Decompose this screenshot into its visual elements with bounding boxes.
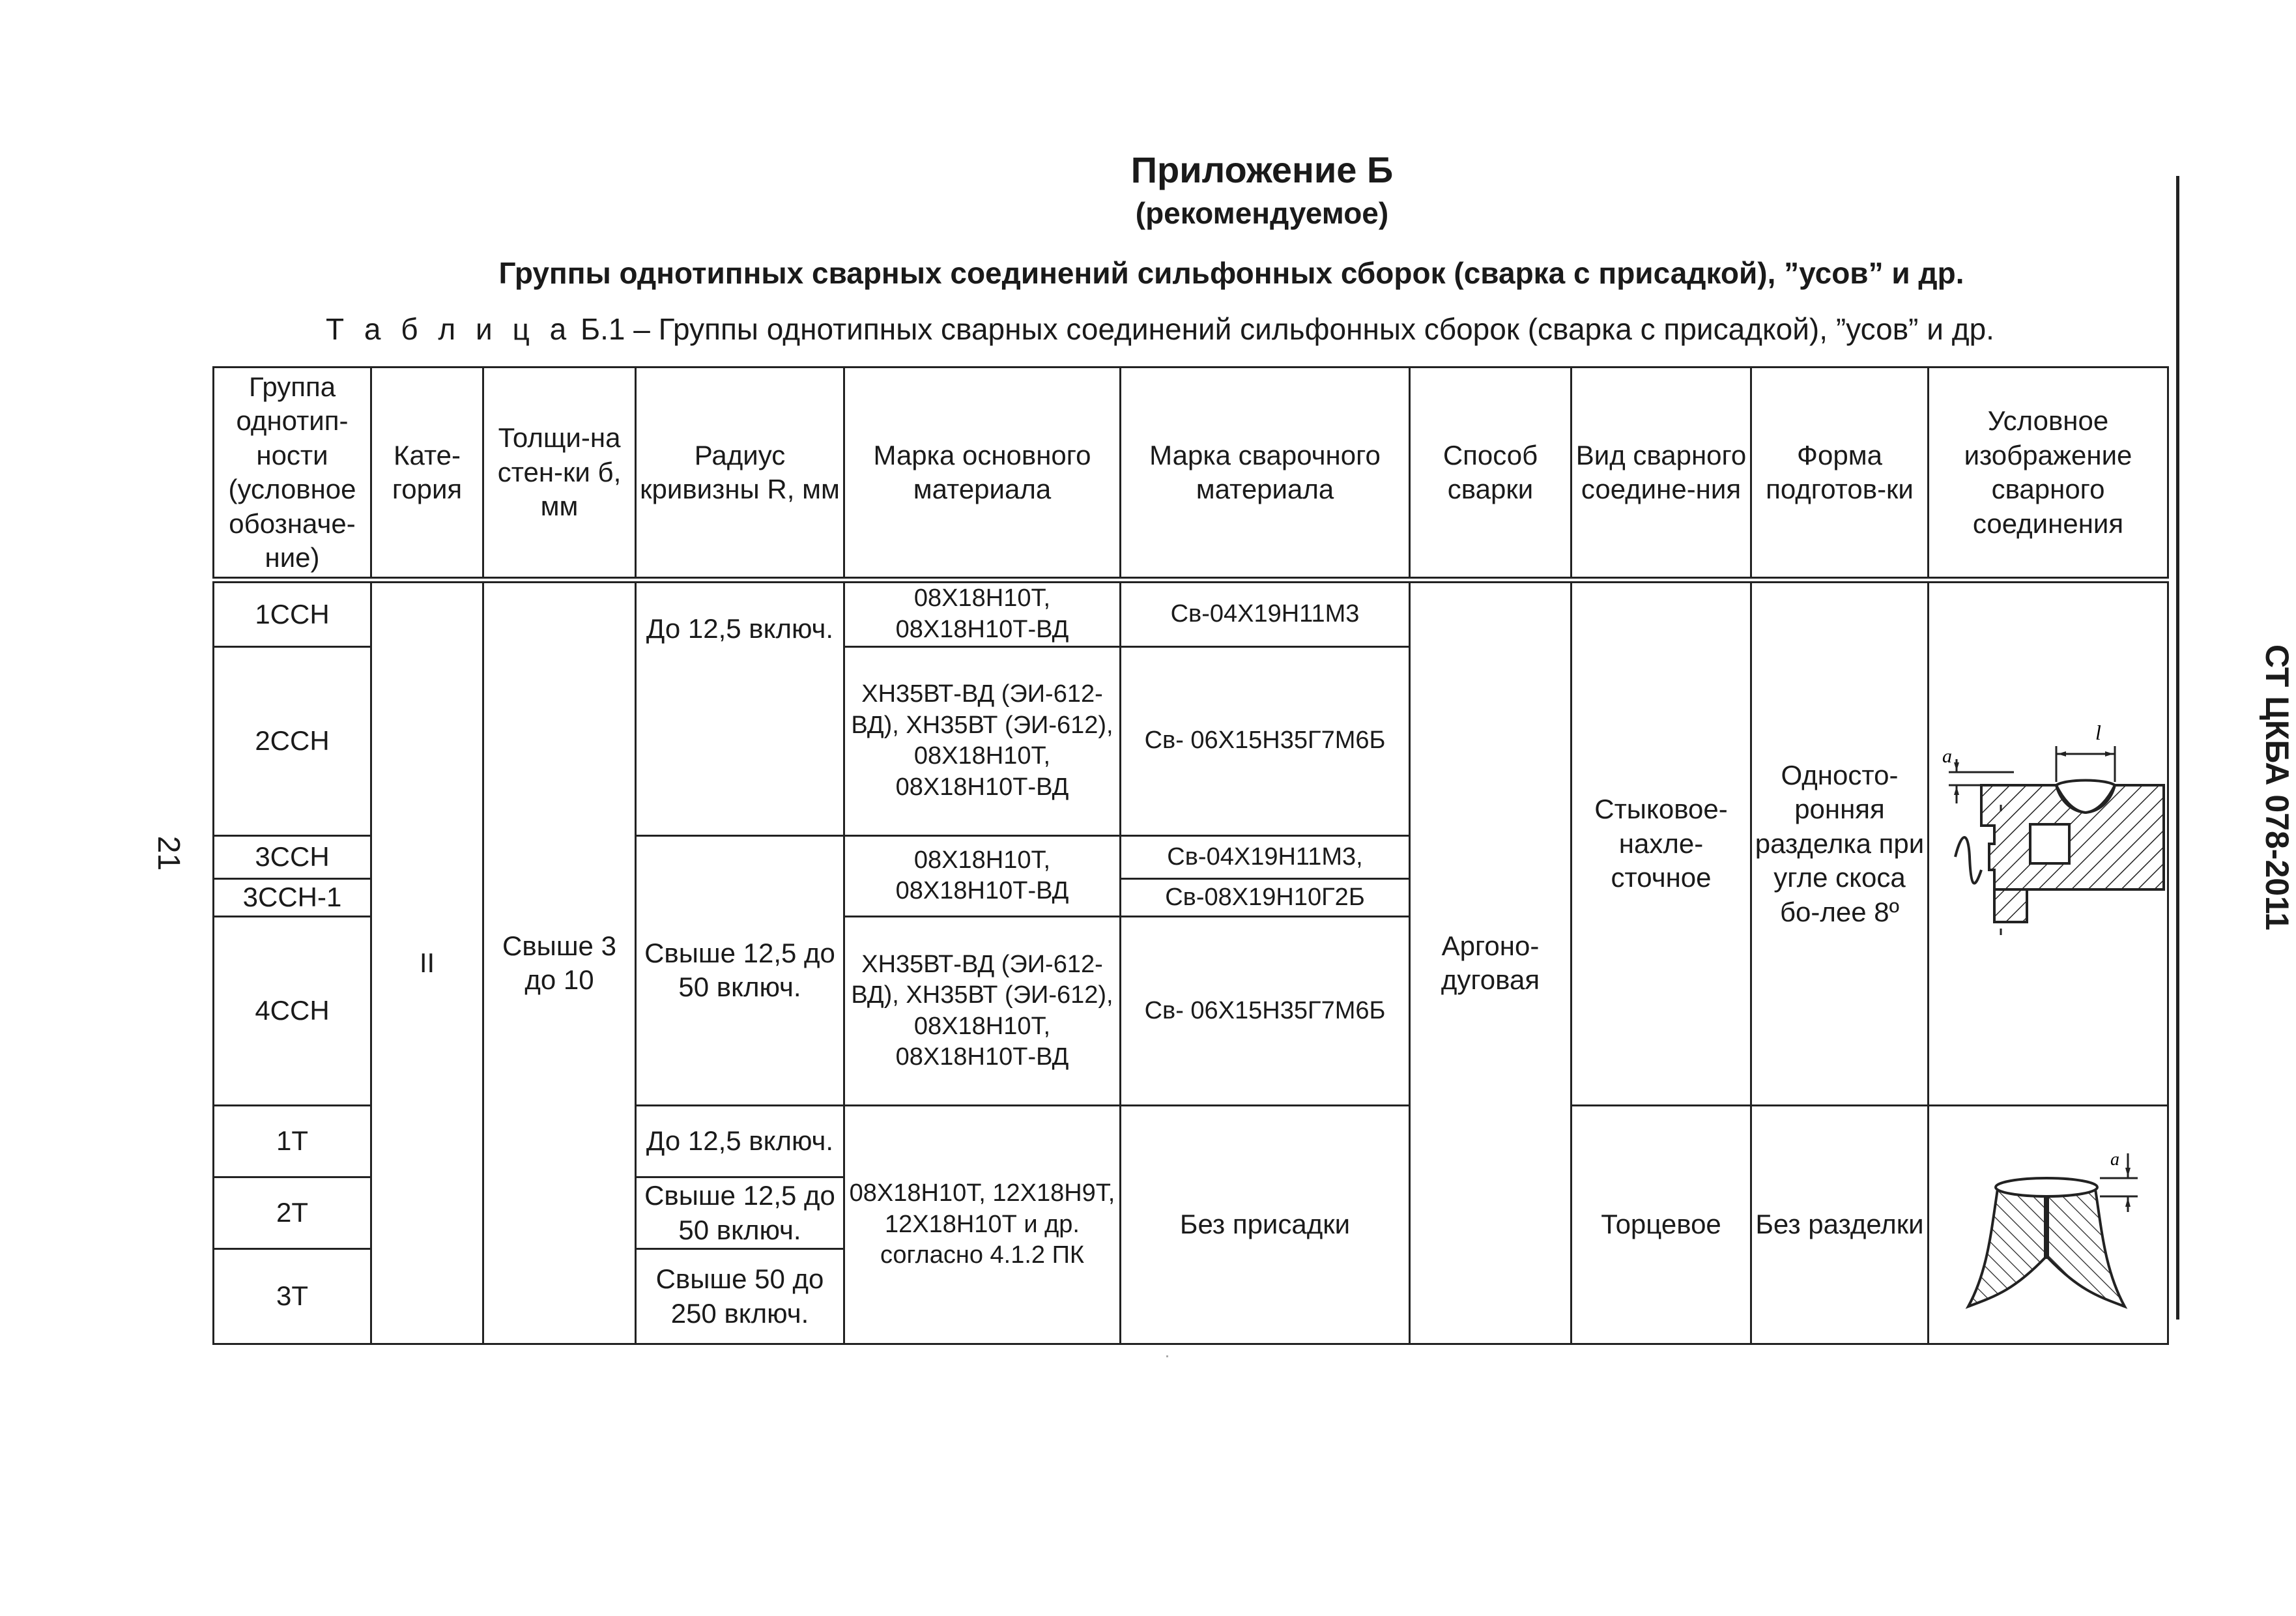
table-caption	[326, 311, 1994, 347]
radius-cell: Свыше 50 до 250 включ.	[636, 1249, 844, 1344]
header-group: Группа однотип-ности (условное обозначе-ние)	[214, 368, 371, 581]
radius-cell: Свыше 12,5 до 50 включ.	[636, 1177, 844, 1249]
thickness-cell: Свыше 3 до 10	[483, 580, 636, 1344]
header-symbol: Условное изображение сварного соединения	[1929, 368, 2168, 581]
radius-cell: Свыше 12,5 до 50 включ.	[636, 835, 844, 1106]
weld-material-cell: Св-04Х19Н11М3,	[1121, 835, 1410, 879]
header-row	[214, 368, 2168, 581]
weld-material-cell: Без присадки	[1121, 1106, 1410, 1344]
table-row	[214, 580, 2168, 646]
joint-type-cell: Торцевое	[1571, 1106, 1751, 1344]
group-cell: 1ССН	[214, 580, 371, 646]
caption-prefix: Т а б л и ц а	[326, 312, 573, 346]
group-cell: 3Т	[214, 1249, 371, 1344]
group-cell: 2Т	[214, 1177, 371, 1249]
base-material-cell: 08Х18Н10Т, 12Х18Н9Т, 12Х18Н10Т и др. согласно 4.1.2 ПК	[844, 1106, 1121, 1344]
frame-line	[2176, 176, 2179, 1320]
header-category: Кате-гория	[371, 368, 483, 581]
weld-material-cell: Св-04Х19Н11М3	[1121, 580, 1410, 646]
section-heading: Группы однотипных сварных соединений сильфонных сборок (сварка с присадкой), ”усов” и др.	[498, 256, 1964, 290]
header-weld-material: Марка сварочного материала	[1121, 368, 1410, 581]
appendix-title: Приложение Б	[1130, 149, 1394, 190]
weld-material-cell: Св-08Х19Н10Г2Б	[1121, 879, 1410, 917]
caption-number: Б.1	[572, 312, 625, 346]
header-thickness: Толщи-на стен-ки б, мм	[483, 368, 636, 581]
header-method: Способ сварки	[1410, 368, 1571, 581]
prep-form-cell: Односто-ронняя разделка при угле скоса бо-лее 8º	[1751, 580, 1929, 1106]
header-radius: Радиус кривизны R, мм	[636, 368, 844, 581]
group-cell: 3ССН	[214, 835, 371, 879]
scan-speck	[1166, 1355, 1168, 1357]
butt-lap-joint-symbol	[1929, 583, 2164, 1104]
base-material-cell: 08Х18Н10Т, 08Х18Н10Т-ВД	[844, 580, 1121, 646]
category-cell: II	[371, 580, 483, 1344]
butt-lap-joint-drawing	[1929, 580, 2168, 1106]
prep-form-cell: Без разделки	[1751, 1106, 1929, 1344]
edge-joint-symbol	[1929, 1108, 2164, 1342]
header-prep-form: Форма подготов-ки	[1751, 368, 1929, 581]
height-label: a	[2110, 1149, 2119, 1170]
weld-material-cell: Св- 06Х15Н35Г7М6Б	[1121, 917, 1410, 1106]
base-material-cell: ХН35ВТ-ВД (ЭИ-612-ВД), ХН35ВТ (ЭИ-612), 08Х18Н10Т, 08Х18Н10Т-ВД	[844, 917, 1121, 1106]
width-label: l	[2095, 721, 2101, 744]
caption-text: – Группы однотипных сварных соединений сильфонных сборок (сварка с присадкой), ”усов” и др.	[625, 312, 1994, 346]
page-number: 21	[151, 835, 186, 871]
method-cell: Аргоно-дуговая	[1410, 580, 1571, 1344]
base-material-cell: 08Х18Н10Т, 08Х18Н10Т-ВД	[844, 835, 1121, 917]
radius-cell: До 12,5 включ.	[636, 1106, 844, 1177]
header-base-material: Марка основного материала	[844, 368, 1121, 581]
base-material-cell: ХН35ВТ-ВД (ЭИ-612-ВД), ХН35ВТ (ЭИ-612), 08Х18Н10Т, 08Х18Н10Т-ВД	[844, 646, 1121, 835]
appendix-subtitle: (рекомендуемое)	[1135, 196, 1389, 230]
gap-label: a	[1942, 745, 1952, 767]
group-cell: 3ССН-1	[214, 879, 371, 917]
joint-type-cell: Стыковое-нахле-сточное	[1571, 580, 1751, 1106]
group-cell: 2ССН	[214, 646, 371, 835]
document-code: СТ ЦКБА 078-2011	[2259, 644, 2295, 931]
header-joint-type: Вид сварного соедине-ния	[1571, 368, 1751, 581]
group-cell: 1Т	[214, 1106, 371, 1177]
weld-material-cell: Св- 06Х15Н35Г7М6Б	[1121, 646, 1410, 835]
edge-joint-drawing	[1929, 1106, 2168, 1344]
group-cell: 4ССН	[214, 917, 371, 1106]
weld-groups-table	[212, 366, 2169, 1345]
radius-cell: До 12,5 включ.	[636, 580, 844, 835]
